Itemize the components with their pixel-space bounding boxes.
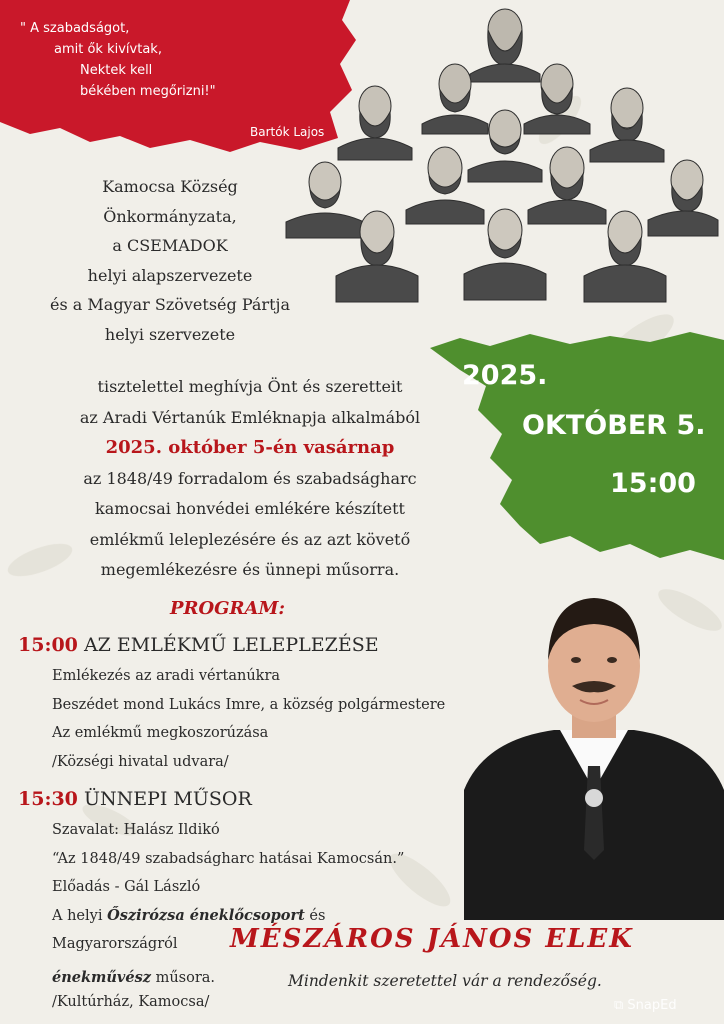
choir-name: Őszirózsa éneklőcsoport [107,906,305,924]
program-item: Előadás - Gál László [52,879,201,895]
organizer-line: helyi szervezete [104,324,236,344]
section-title: ÜNNEPI MŰSOR [83,788,252,810]
program-section-2-tail [52,966,215,1014]
singer-role: énekművész [52,969,151,986]
quote-line: békében megőrizni!" [80,84,216,99]
organizer-line: Kamocsa Község [102,177,238,196]
performer-photo [464,590,724,920]
program-item: “Az 1848/49 szabadságharc hatásai Kamocsán.” [52,850,405,867]
program-item: Az emlékmű megkoszorúzása [52,725,269,741]
singer-suffix: műsora. [150,970,216,986]
program-item: Emlékezés az aradi vértanúkra [52,668,281,684]
watermark-text: SnapEd [627,998,677,1013]
date-year: 2025. [462,360,548,391]
choir-suffix: és [304,907,326,924]
section-time: 15:30 [18,788,78,810]
invitation-line: az Aradi Vértanúk Emléknapja alkalmából [79,407,421,427]
program-item: Beszédet mond Lukács Imre, a község polgármestere [52,696,446,713]
watermark-icon: ⧉ [614,998,628,1013]
organizers-block [0,172,340,350]
program-item: Szavalat: Halász Ildikó [52,822,220,838]
program-section-2-title [18,788,252,810]
invitation-date-highlight: 2025. október 5-én vasárnap [105,437,395,458]
program-item: /Községi hivatal udvara/ [52,753,229,770]
choir-prefix: A helyi [52,907,108,924]
program-section-1-title [18,634,379,656]
organizer-line: és a Magyar Szövetség Pártja [50,295,290,315]
quote-line: Nektek kell [80,63,153,78]
invitation-line: megemlékezésre és ünnepi műsorra. [100,560,400,579]
invitation-line: emlékmű leleplezésére és az azt követő [89,529,411,549]
date-day: OKTÓBER 5. [522,410,706,441]
program-item: Magyarországról [52,936,178,952]
invitation-line: kamocsai honvédei emlékére készített [95,499,405,518]
program-section-1-items [52,662,445,776]
closing-text: Mindenkit szeretettel vár a rendezőség. [288,972,602,990]
invitation-line: az 1848/49 forradalom és szabadságharc [83,468,417,488]
organizer-line: a CSEMADOK [112,236,228,256]
quote-author: Bartók Lajos [250,125,325,139]
organizer-line: Önkormányzata, [103,206,237,226]
performer-name: MÉSZÁROS JÁNOS ELEK [230,924,634,954]
section-time: 15:00 [18,634,78,656]
date-time: 15:00 [610,468,696,499]
quote-line: " A szabadságot, [20,21,130,36]
invitation-text [30,372,470,586]
martyr-portraits-image [280,0,724,310]
section-title: AZ EMLÉKMŰ LELEPLEZÉSE [83,634,379,656]
watermark [614,998,677,1013]
program-heading: PROGRAM: [170,598,286,619]
program-item-venue: /Kultúrház, Kamocsa/ [52,994,210,1010]
quote-line: amit ők kivívtak, [54,42,162,57]
program-item-singer [52,966,215,990]
invitation-line: tisztelettel meghívja Önt és szeretteit [97,377,403,396]
organizer-line: helyi alapszervezete [87,265,253,285]
